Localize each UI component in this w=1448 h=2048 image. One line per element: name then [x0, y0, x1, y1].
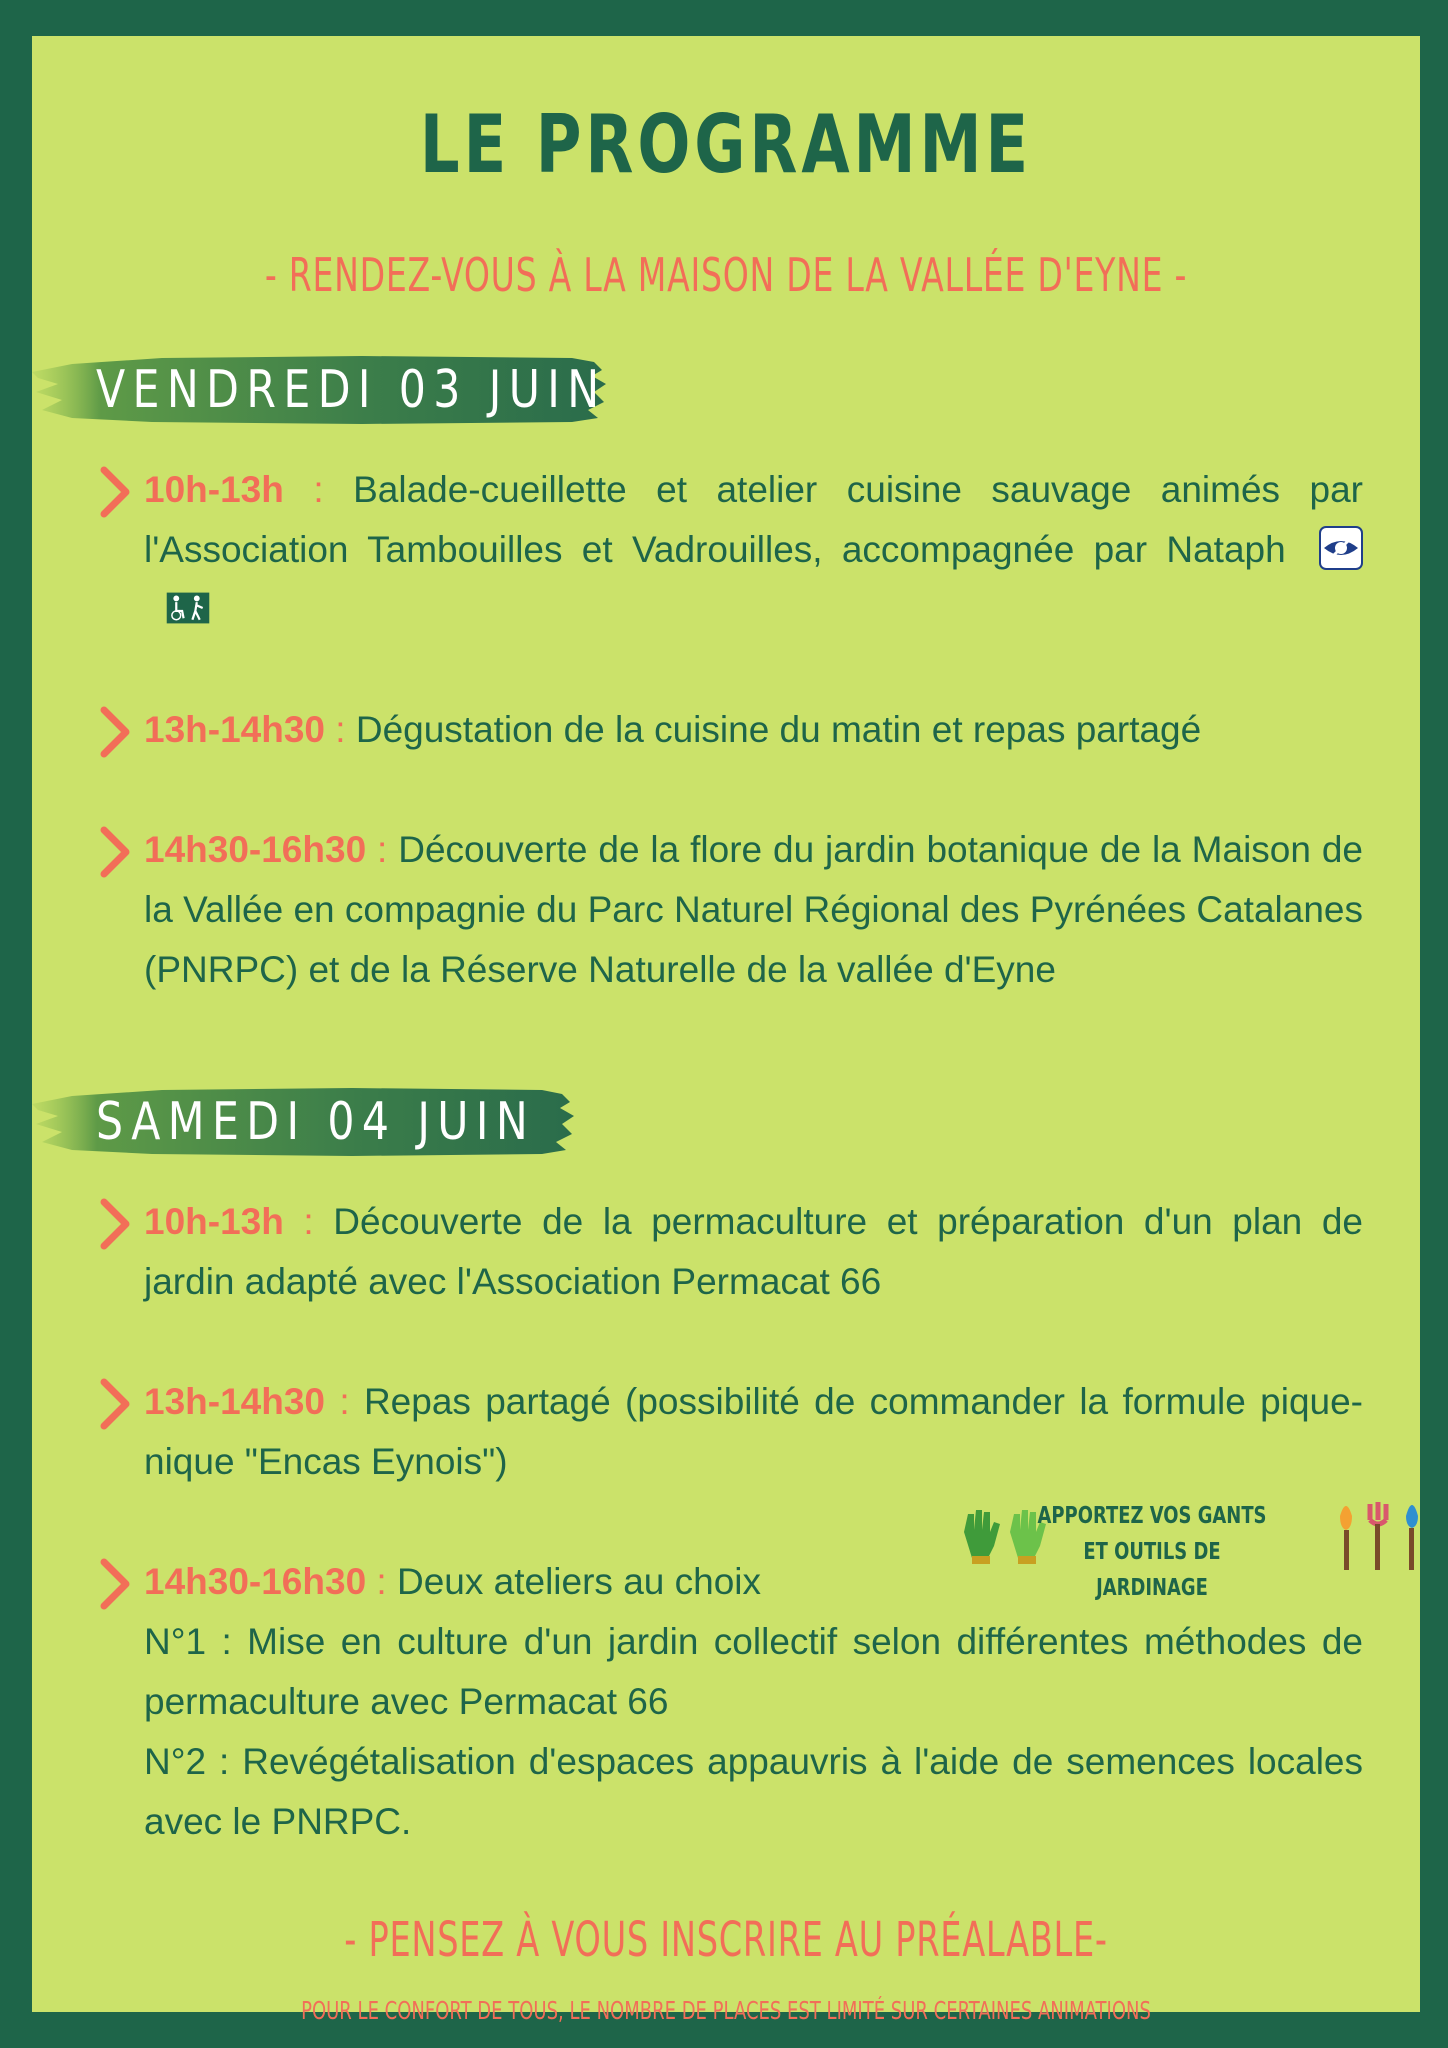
- workshop-option-2: N°2 : Revégétalisation d'espaces appauvris à l'aide de semences locales avec le PNRPC.: [144, 1741, 1363, 1842]
- capacity-notice: POUR LE CONFORT DE TOUS, LE NOMBRE DE PLACES EST LIMITÉ SUR CERTAINES ANIMATIONS: [301, 1996, 1151, 2025]
- item-description: Deux ateliers au choix: [397, 1561, 762, 1602]
- time-range: 13h-14h30: [144, 1381, 325, 1422]
- item-description: Balade-cueillette et atelier cuisine sauvage animés par l'Association Tambouilles et Vadrouilles, accompagnée par Nataph: [144, 469, 1363, 570]
- schedule-item: 10h-13h : Découverte de la permaculture et préparation d'un plan de jardin adapté avec l'Association Permacat 66: [144, 1201, 1364, 1302]
- item-description: Découverte de la flore du jardin botanique de la Maison de la Vallée en compagnie du Parc Naturel Régional des Pyrénées Catalanes (PNRPC) et de la Réserve Naturelle de la vallée d'Eyne: [144, 829, 1364, 990]
- schedule-item: 13h-14h30 : Dégustation de la cuisine du matin et repas partagé: [144, 709, 1202, 750]
- registration-notice: - PENSEZ À VOUS INSCRIRE AU PRÉALABLE-: [344, 1912, 1108, 1968]
- chevron-right-icon: [96, 704, 136, 760]
- schedule-item: 13h-14h30 : Repas partagé (possibilité de commander la formule pique-nique "Encas Eynois"): [144, 1381, 1363, 1482]
- chevron-right-icon: [96, 1556, 136, 1612]
- chevron-right-icon: [96, 824, 136, 880]
- page-title: LE PROGRAMME: [419, 98, 1033, 191]
- schedule-item: 14h30-16h30 : Deux ateliers au choix N°1 : Mise en culture d'un jardin collectif selon différentes méthodes de permaculture avec Permacat 66 N°2 : Revégétalisation d'espaces appauvris à l'aide de semences locales avec le PNRPC.: [144, 1552, 1363, 1852]
- day-label-saturday: SAMEDI 04 JUIN: [96, 1092, 536, 1152]
- chevron-right-icon: [96, 464, 136, 520]
- schedule-item: 14h30-16h30 : Découverte de la flore du jardin botanique de la Maison de la Vallée en compagnie du Parc Naturel Régional des Pyrénées Catalanes (PNRPC) et de la Réserve Naturelle de la vallée d'Eyne: [144, 829, 1364, 990]
- venue-subtitle: - RENDEZ-VOUS À LA MAISON DE LA VALLÉE D'EYNE -: [264, 248, 1188, 302]
- chevron-right-icon: [96, 1376, 136, 1432]
- item-description: Dégustation de la cuisine du matin et repas partagé: [355, 709, 1202, 750]
- time-range: 13h-14h30: [144, 709, 325, 750]
- day-banner-friday: [32, 350, 612, 428]
- time-range: 10h-13h: [144, 469, 284, 510]
- item-description: Découverte de la permaculture et préparation d'un plan de jardin adapté avec l'Association Permacat 66: [144, 1201, 1364, 1302]
- day-banner-saturday: [32, 1082, 578, 1160]
- item-description: Repas partagé (possibilité de commander la formule pique-nique "Encas Eynois"): [144, 1381, 1363, 1482]
- schedule-item: 10h-13h : Balade-cueillette et atelier cuisine sauvage animés par l'Association Tambouilles et Vadrouilles, accompagnée par Nataph: [144, 460, 1363, 640]
- time-range: 14h30-16h30: [144, 1561, 367, 1602]
- time-range: 10h-13h: [144, 1201, 284, 1242]
- time-range: 14h30-16h30: [144, 829, 367, 870]
- mobility-disability-icon: [166, 586, 210, 630]
- day-label-friday: VENDREDI 03 JUIN: [96, 360, 607, 420]
- chevron-right-icon: [96, 1196, 136, 1252]
- workshop-option-1: N°1 : Mise en culture d'un jardin collectif selon différentes méthodes de permaculture avec Permacat 66: [144, 1621, 1363, 1722]
- gear-reminder: APPORTEZ VOS GANTS ET OUTILS DE JARDINAGE: [1037, 1503, 1267, 1601]
- program-card: [32, 36, 1420, 2025]
- visual-impairment-icon: [1319, 526, 1363, 570]
